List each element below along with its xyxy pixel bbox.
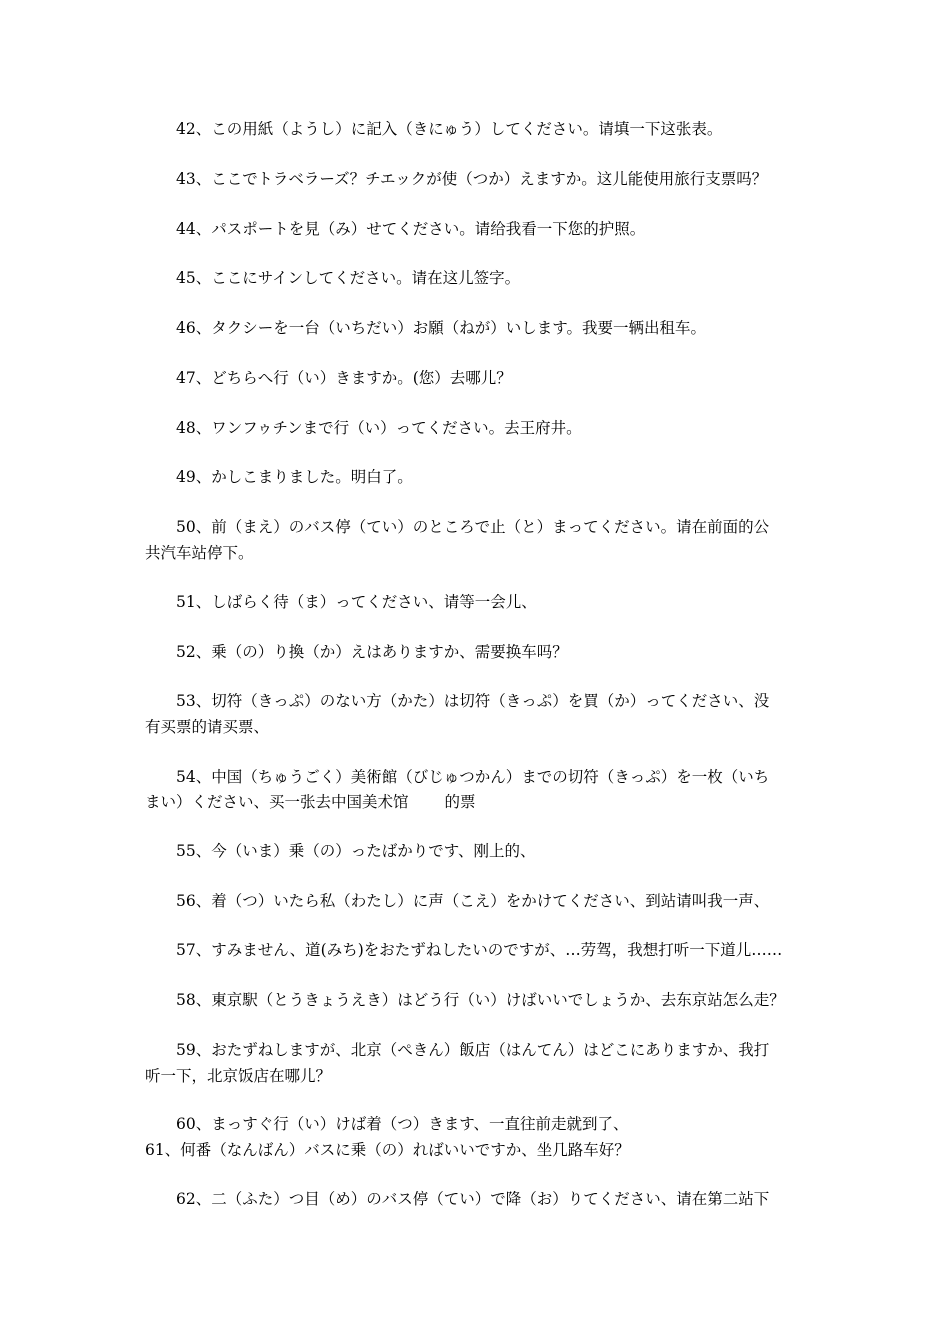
phrase-61: 61、何番（なんばん）バスに乗（の）ればいいですか、坐几路车好？	[145, 1141, 630, 1159]
phrase-43: 43、ここでトラベラーズ？チエックが使（つか）えますか。这儿能使用旅行支票吗？	[176, 170, 768, 188]
phrase-54-line2-part2: 的票	[444, 793, 476, 811]
phrase-42: 42、この用紙（ようし）に記入（きにゅう）してください。请填一下这张表。	[176, 120, 723, 138]
phrase-53-line2: 有买票的请买票、	[145, 718, 270, 736]
phrase-57: 57、すみません、道(みち)をおたずねしたいのですが、…劳驾，我想打听一下道儿……	[176, 941, 783, 959]
phrase-55: 55、今（いま）乗（の）ったばかりです、刚上的、	[176, 842, 536, 860]
phrase-54-line1: 54、中国（ちゅうごく）美術館（びじゅつかん）までの切符（きっぷ）を一枚（いち	[176, 768, 770, 786]
phrase-54-line2-part1: まい）ください、买一张去中国美术馆	[145, 793, 409, 811]
phrase-44: 44、パスポートを見（み）せてください。请给我看一下您的护照。	[176, 220, 646, 238]
phrase-46: 46、タクシーを一台（いちだい）お願（ねが）いします。我要一辆出租车。	[176, 319, 706, 337]
phrase-49: 49、かしこまりました。明白了。	[176, 468, 413, 486]
phrase-59-line1: 59、おたずねしますが、北京（ぺきん）飯店（はんてん）はどこにありますか、我打	[176, 1041, 770, 1059]
phrase-56: 56、着（つ）いたら私（わたし）に声（こえ）をかけてください、到站请叫我一声、	[176, 892, 770, 910]
phrase-60: 60、まっすぐ行（い）けば着（つ）きます、一直往前走就到了、	[176, 1115, 629, 1133]
phrase-50-line2: 共汽车站停下。	[145, 544, 254, 562]
phrase-59-line2: 听一下，北京饭店在哪儿？	[145, 1067, 332, 1085]
phrase-45: 45、ここにサインしてください。请在这儿签字。	[176, 269, 521, 287]
phrase-51: 51、しばらく待（ま）ってください、请等一会儿、	[176, 593, 537, 611]
phrase-62: 62、二（ふた）つ目（め）のバス停（てい）で降（お）りてください、请在第二站下	[176, 1190, 770, 1208]
phrase-54-line2	[145, 792, 476, 812]
phrase-52: 52、乗（の）り換（か）えはありますか、需要换车吗？	[176, 643, 568, 661]
phrase-47: 47、どちらへ行（い）きますか。(您）去哪儿？	[176, 369, 512, 387]
phrase-50-line1: 50、前（まえ）のバス停（てい）のところで止（と）まってください。请在前面的公	[176, 518, 770, 536]
phrase-58: 58、東京駅（とうきょうえき）はどう行（い）けばいいでしょうか、去东京站怎么走？	[176, 991, 785, 1009]
phrase-53-line1: 53、切符（きっぷ）のない方（かた）は切符（きっぷ）を買（か）ってください、没	[176, 692, 770, 710]
phrase-48: 48、ワンフゥチンまで行（い）ってください。去王府井。	[176, 419, 582, 437]
